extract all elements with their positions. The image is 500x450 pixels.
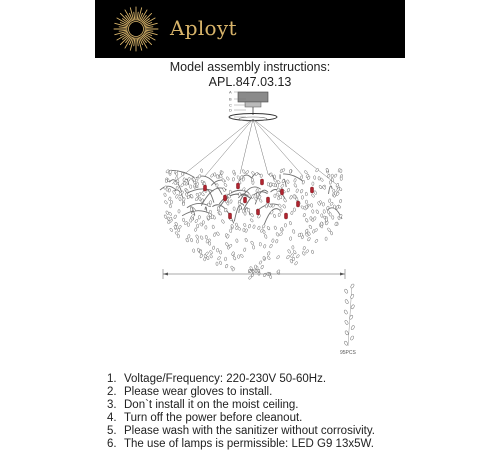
instruction-text: The use of lamps is permissible: LED G9 13x5W. — [124, 437, 374, 450]
instruction-number: 3. — [107, 398, 117, 411]
chandelier-drawing — [0, 88, 500, 370]
instruction-number: 2. — [107, 385, 117, 398]
bulb-icon — [266, 197, 269, 203]
bulb-icon — [236, 183, 239, 189]
callout-c: C — [229, 102, 232, 108]
bulb-icon — [260, 179, 263, 185]
callout-a: A — [229, 89, 232, 95]
callout-e: E — [229, 114, 232, 120]
instruction-text: Please wash with the sanitizer without corrosivity. — [124, 424, 375, 437]
instruction-number: 1. — [107, 373, 117, 385]
bulb-icon — [296, 201, 299, 207]
instruction-item — [107, 373, 487, 386]
instruction-item — [107, 425, 487, 438]
ceiling-canopy — [229, 89, 277, 121]
instruction-number: 4. — [107, 411, 117, 424]
instruction-text: Don`t install it on the moist ceiling. — [124, 398, 299, 411]
instruction-item — [107, 399, 487, 412]
bulb-icon — [223, 195, 226, 201]
bulb-icon — [284, 213, 287, 219]
crystal-pendant-strand — [344, 283, 355, 346]
instruction-text: Please wear gloves to install. — [124, 385, 273, 398]
bulb-icon — [203, 185, 206, 191]
sunburst-icon — [113, 6, 159, 52]
bulb-icon — [243, 197, 246, 203]
bulb-icon — [310, 187, 313, 193]
brand-name: Aployt — [170, 16, 237, 40]
bulb-icon — [256, 209, 259, 215]
bulb-icon — [228, 213, 231, 219]
model-number: APL.847.03.13 — [208, 75, 292, 89]
diameter-label: Ø800 — [248, 269, 261, 275]
callout-d: D — [229, 107, 232, 113]
crystal-cluster — [160, 168, 343, 280]
bulb-icon — [280, 189, 283, 195]
instruction-item — [107, 438, 487, 450]
instruction-item — [107, 386, 487, 399]
instruction-number: 5. — [107, 424, 117, 437]
instruction-text: Voltage/Frequency: 220-230V 50-60Hz. — [124, 373, 327, 385]
pendant-count-label: 95PCS — [340, 350, 356, 356]
instruction-item — [107, 412, 487, 425]
instruction-text: Turn off the power before cleanout. — [124, 411, 303, 424]
instructions-list — [107, 373, 487, 450]
document-title: Model assembly instructions: — [169, 60, 331, 74]
instruction-number: 6. — [107, 437, 117, 450]
callout-b: B — [229, 96, 232, 102]
